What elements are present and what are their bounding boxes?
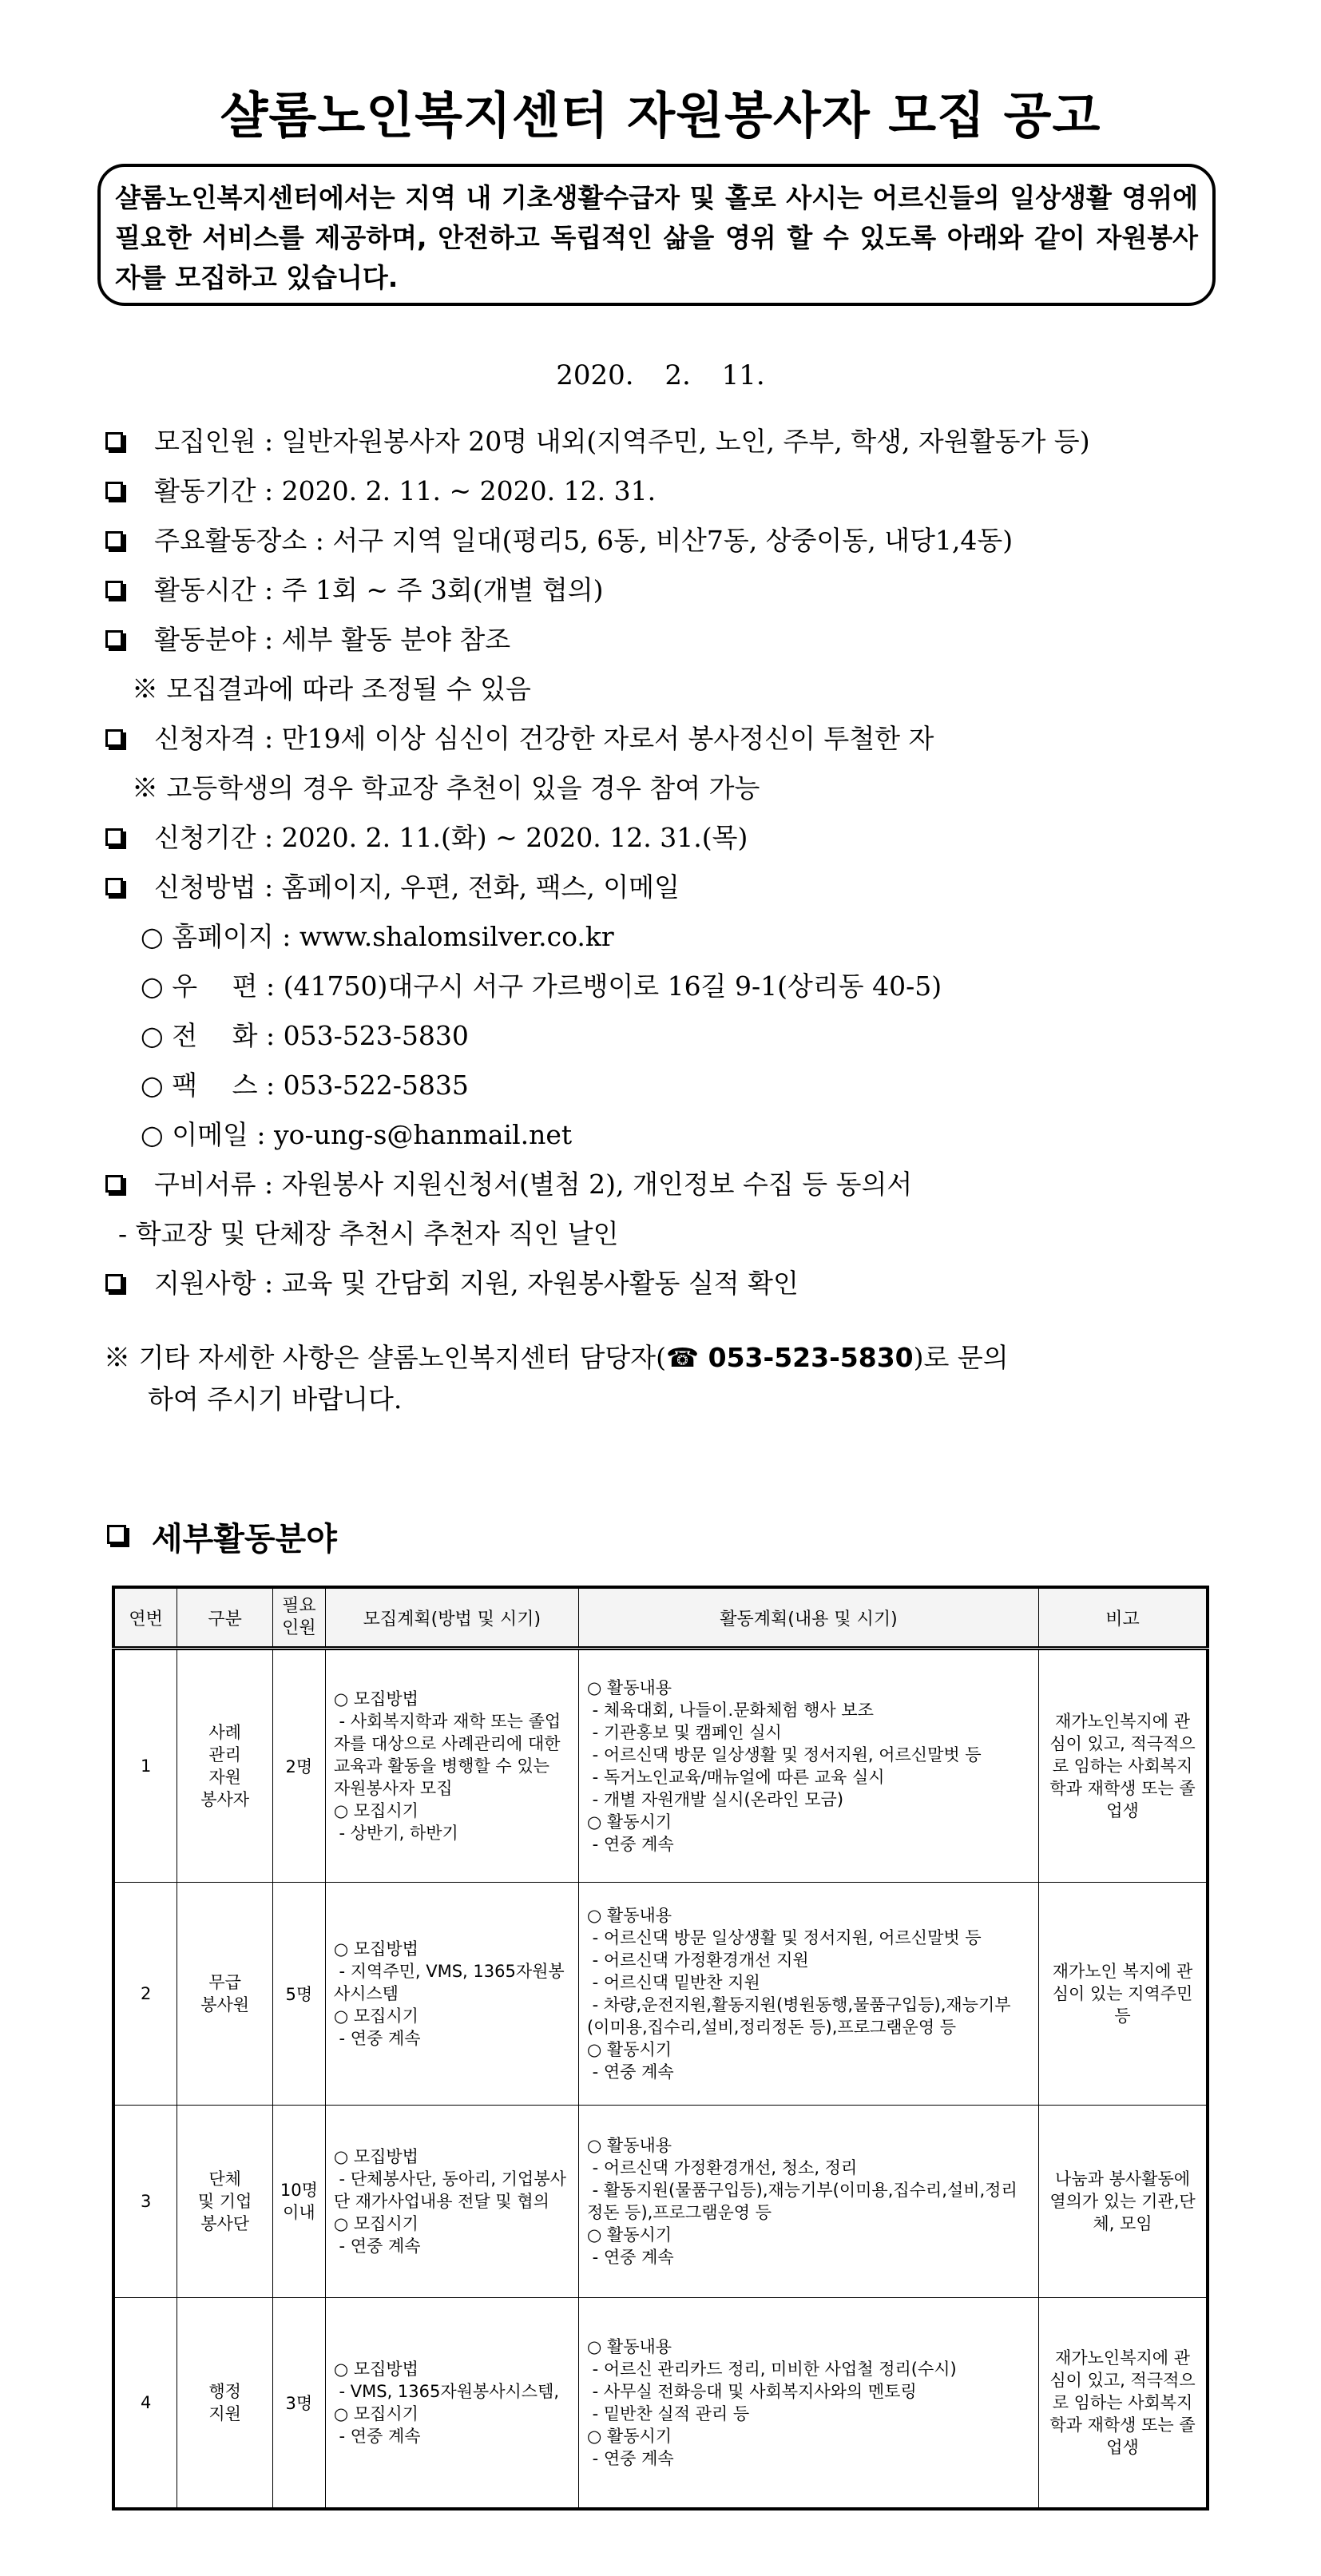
cell-no: 4: [113, 2298, 177, 2510]
header-note: 비고: [1039, 1587, 1208, 1649]
cell-count: 2명: [272, 1649, 325, 1883]
item-field: 활동분야 : 세부 활동 분야 참조: [104, 615, 1238, 665]
item-support: 지원사항 : 교육 및 간담회 지원, 자원봉사활동 실적 확인: [104, 1259, 1238, 1308]
circle-icon: ○: [141, 1070, 173, 1101]
cell-type: 단체 및 기업 봉사단: [177, 2106, 273, 2298]
notice-list: [104, 417, 1238, 1415]
circle-icon: ○: [141, 921, 173, 952]
circle-icon: ○: [141, 1020, 173, 1051]
item-qualify: 신청자격 : 만19세 이상 심신이 건강한 자로서 봉사정신이 투철한 자: [104, 714, 1238, 764]
cell-type: 사례 관리 자원 봉사자: [177, 1649, 273, 1883]
item-field-note: ※ 모집결과에 따라 조정될 수 있음: [132, 673, 531, 705]
item-mail: ○ 우 편 : (41750)대구시 서구 가르뱅이로 16길 9-1(상리동 40-5): [141, 970, 942, 1002]
circle-icon: ○: [141, 970, 173, 1002]
activity-table: [112, 1586, 1209, 2511]
cell-count: 3명: [272, 2298, 325, 2510]
cell-recruit: ○ 모집방법 - 지역주민, VMS, 1365자원봉사시스템 ○ 모집시기 - 연중 계속: [325, 1883, 578, 2106]
cell-activity: ○ 활동내용 - 어르신댁 방문 일상생활 및 정서지원, 어르신말벗 등 - 어르신댁 가정환경개선 지원 - 어르신댁 밑반찬 지원 - 차량,운전지원,활동지원(병원동행,물품구입등),재능기부(이미용,집수리,설비,정리정돈 등),프로그램운영 등 ○ 활동시기 - 연중 계속: [578, 1883, 1038, 2106]
cell-no: 1: [113, 1649, 177, 1883]
section-heading: 세부활동분야: [104, 1514, 337, 1559]
table-row: [113, 1649, 1208, 1883]
cell-activity: ○ 활동내용 - 어르신 관리카드 정리, 미비한 사업철 정리(수시) - 사무실 전화응대 및 사회복지사와의 멘토링 - 밑반찬 실적 관리 등 ○ 활동시기 - 연중 계속: [578, 2298, 1038, 2510]
item-homepage: ○ 홈페이지 : www.shalomsilver.co.kr: [141, 921, 614, 952]
cell-activity: ○ 활동내용 - 체육대회, 나들이․문화체험 행사 보조 - 기관홍보 및 캠페인 실시 - 어르신댁 방문 일상생활 및 정서지원, 어르신말벗 등 - 독거노인교육/매뉴얼에 따른 교육 실시 - 개별 자원개발 실시(온라인 모금) ○ 활동시기 - 연중 계속: [578, 1649, 1038, 1883]
cell-note: 재가노인복지에 관심이 있고, 적극적으로 임하는 사회복지학과 재학생 또는 졸업생: [1039, 1649, 1208, 1883]
table-row: [113, 2106, 1208, 2298]
phone-contact: ☎ 053-523-5830: [666, 1342, 914, 1373]
item-apply-method: 신청방법 : 홈페이지, 우편, 전화, 팩스, 이메일: [104, 863, 1238, 912]
table-row: [113, 2298, 1208, 2510]
intro-box: 샬롬노인복지센터에서는 지역 내 기초생활수급자 및 홀로 사시는 어르신들의 일상생활 영위에 필요한 서비스를 제공하며, 안전하고 독립적인 삶을 영위 할 수 있도록 아래와 같이 자원봉사자를 모집하고 있습니다.: [97, 164, 1216, 306]
header-count: 필요 인원: [272, 1587, 325, 1649]
item-docs-note: - 학교장 및 단체장 추천시 추천자 직인 날인: [118, 1218, 619, 1249]
item-apply-period: 신청기간 : 2020. 2. 11.(화) ~ 2020. 12. 31.(목): [104, 813, 1238, 863]
cell-no: 3: [113, 2106, 177, 2298]
cell-count: 5명: [272, 1883, 325, 2106]
etc-note: ※ 기타 자세한 사항은 샬롬노인복지센터 담당자(☎ 053-523-5830)로 문의 하여 주시기 바랍니다.: [104, 1342, 1009, 1415]
header-recruit: 모집계획(방법 및 시기): [325, 1587, 578, 1649]
cell-count: 10명 이내: [272, 2106, 325, 2298]
page-title: 샬롬노인복지센터 자원봉사자 모집 공고: [220, 86, 1101, 145]
item-qualify-note: ※ 고등학생의 경우 학교장 추천이 있을 경우 참여 가능: [132, 772, 760, 804]
item-time: 활동시간 : 주 1회 ~ 주 3회(개별 협의): [104, 566, 1238, 615]
cell-recruit: ○ 모집방법 - 단체봉사단, 동아리, 기업봉사단 재가사업내용 전달 및 협의 ○ 모집시기 - 연중 계속: [325, 2106, 578, 2298]
item-email: ○ 이메일 : yo-ung-s@hanmail.net: [141, 1119, 573, 1150]
cell-note: 재가노인 복지에 관심이 있는 지역주민 등: [1039, 1883, 1208, 2106]
cell-note: 나눔과 봉사활동에 열의가 있는 기관,단체, 모임: [1039, 2106, 1208, 2298]
header-type: 구분: [177, 1587, 273, 1649]
item-phone: ○ 전 화 : 053-523-5830: [141, 1020, 469, 1051]
announcement-date: 2020. 2. 11.: [556, 359, 765, 391]
item-docs: 구비서류 : 자원봉사 지원신청서(별첨 2), 개인정보 수집 등 동의서: [104, 1160, 1238, 1209]
item-place: 주요활동장소 : 서구 지역 일대(평리5, 6동, 비산7동, 상중이동, 내당1,4동): [104, 516, 1238, 566]
cell-no: 2: [113, 1883, 177, 2106]
circle-icon: ○: [141, 1119, 173, 1150]
item-fax: ○ 팩 스 : 053-522-5835: [141, 1070, 469, 1101]
cell-type: 행정 지원: [177, 2298, 273, 2510]
table-row: [113, 1883, 1208, 2106]
cell-recruit: ○ 모집방법 - VMS, 1365자원봉사시스템, ○ 모집시기 - 연중 계속: [325, 2298, 578, 2510]
header-no: 연번: [113, 1587, 177, 1649]
item-period: 활동기간 : 2020. 2. 11. ~ 2020. 12. 31.: [104, 466, 1238, 516]
header-activity: 활동계획(내용 및 시기): [578, 1587, 1038, 1649]
cell-activity: ○ 활동내용 - 어르신댁 가정환경개선, 청소, 정리 - 활동지원(물품구입등),재능기부(이미용,집수리,설비,정리정돈 등),프로그램운영 등 ○ 활동시기 - 연중 계속: [578, 2106, 1038, 2298]
cell-note: 재가노인복지에 관심이 있고, 적극적으로 임하는 사회복지학과 재학생 또는 졸업생: [1039, 2298, 1208, 2510]
item-recruit: 모집인원 : 일반자원봉사자 20명 내외(지역주민, 노인, 주부, 학생, 자원활동가 등): [104, 417, 1238, 466]
table-header-row: [113, 1587, 1208, 1649]
cell-recruit: ○ 모집방법 - 사회복지학과 재학 또는 졸업자를 대상으로 사례관리에 대한 교육과 활동을 병행할 수 있는 자원봉사자 모집 ○ 모집시기 - 상반기, 하반기: [325, 1649, 578, 1883]
cell-type: 무급 봉사원: [177, 1883, 273, 2106]
